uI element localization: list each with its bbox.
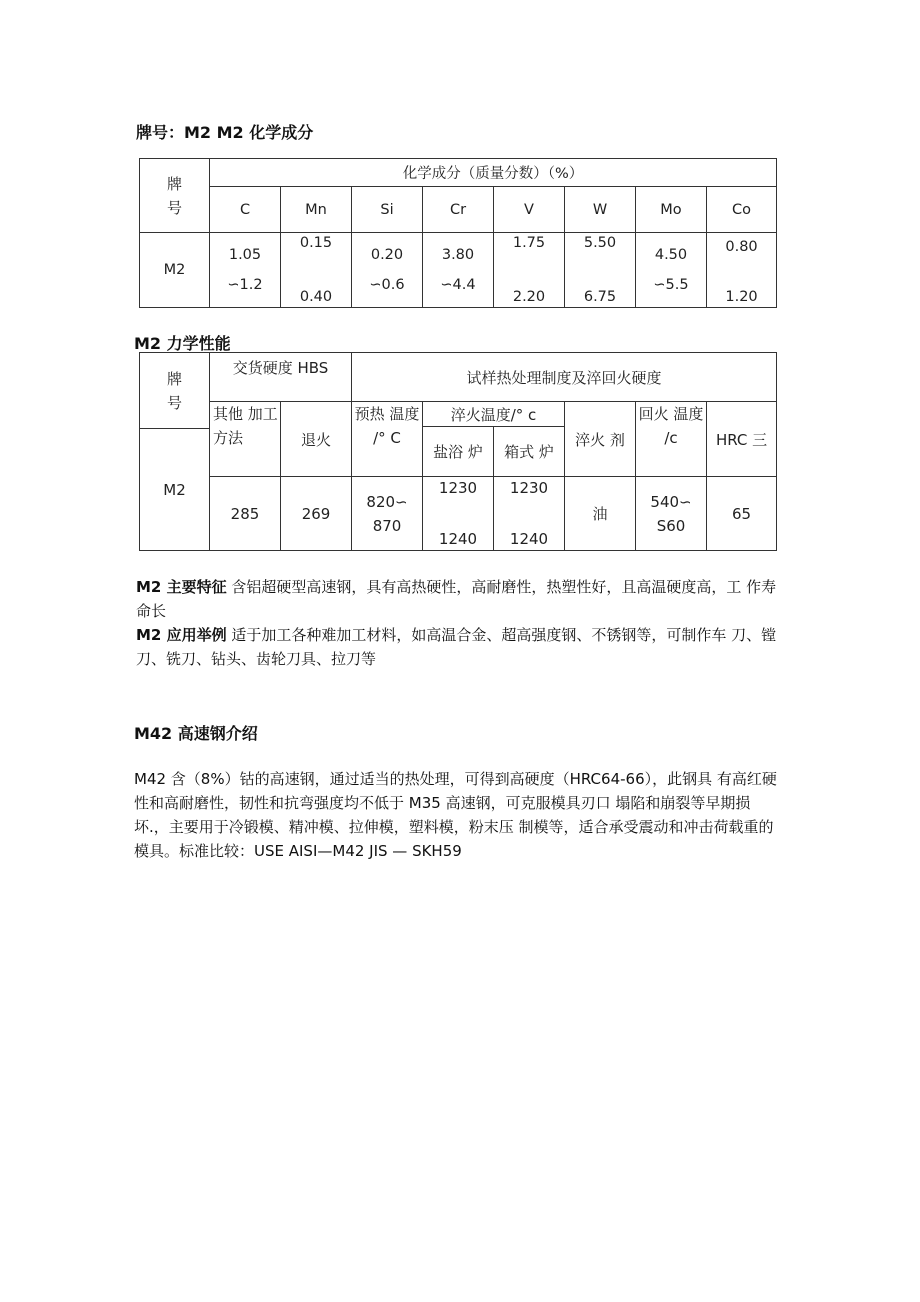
mech-sub-quench-agent: 淬火 剂 (565, 402, 636, 477)
chem-section-heading: 牌号：M2 M2 化学成分 (136, 123, 314, 142)
chem-value-si: 0.20 ∽0.6 (352, 233, 423, 308)
mech-brand-header: 牌号 (140, 353, 210, 429)
features-text: 含铝超硬型高速钢，具有高热硬性，高耐磨性，热塑性好，且高温硬度高，工 作寿命长 (136, 578, 777, 620)
m42-section-heading: M42 高速钢介绍 (134, 724, 258, 743)
chem-composition-table (139, 158, 777, 308)
chem-element-co: Co (707, 187, 777, 233)
mech-sub-box-furnace: 箱式 炉 (494, 427, 565, 477)
chem-element-si: Si (352, 187, 423, 233)
mech-value-anneal: 269 (281, 477, 352, 551)
mech-value-preheat: 820∽ 870 (352, 477, 423, 551)
mech-sub-preheat: 预热 温度 /° C (352, 402, 423, 477)
chem-brand-header: 牌号 (140, 159, 210, 233)
chem-row-label: M2 (140, 233, 210, 308)
chem-element-mn: Mn (281, 187, 352, 233)
mech-sub-hrc: HRC 三 (707, 402, 777, 477)
chem-composition-header: 化学成分（质量分数）（%） (210, 159, 777, 187)
chem-element-v: V (494, 187, 565, 233)
mech-value-temper: 540∽ S60 (636, 477, 707, 551)
mech-sub-salt-bath: 盐浴 炉 (423, 427, 494, 477)
chem-value-co: 0.80 1.20 (707, 233, 777, 308)
mech-sub-temper: 回火 温度 /c (636, 402, 707, 477)
mech-value-hrc: 65 (707, 477, 777, 551)
mech-section-heading: M2 力学性能 (134, 334, 231, 353)
chem-value-w: 5.50 6.75 (565, 233, 636, 308)
mech-value-box: 1230 1240 (494, 477, 565, 551)
mech-value-salt: 1230 1240 (423, 477, 494, 551)
applications-text: 适于加工各种难加工材料，如高温合金、超高强度钢、不锈钢等，可制作车 刀、镗刀、铣刀、钻头、齿轮刀具、拉刀等 (136, 626, 777, 668)
features-paragraph (136, 575, 784, 623)
chem-element-c: C (210, 187, 281, 233)
chem-value-mn: 0.15 0.40 (281, 233, 352, 308)
mech-value-other: 285 (210, 477, 281, 551)
mech-value-agent: 油 (565, 477, 636, 551)
applications-paragraph (136, 623, 784, 671)
chem-value-cr: 3.80 ∽4.4 (423, 233, 494, 308)
mech-row-label: M2 (140, 429, 210, 551)
m42-paragraph: M42 含（8%）钴的高速钢，通过适当的热处理，可得到高硬度（HRC64-66），此钢具 有高红硬性和高耐磨性，韧性和抗弯强度均不低于 M35 高速钢，可克服模具刃口 塌陷和崩裂等早期损坏.，主要用于冷锻模、精冲模、拉伸模，塑料模，粉末压 制模等，适合承受震动和冲击荷载重的模具。标准比较：USE AISI—M42 JIS — SKH59 (134, 770, 777, 860)
chem-element-mo: Mo (636, 187, 707, 233)
features-label: M2 主要特征 (136, 578, 227, 596)
mech-sub-anneal: 退火 (281, 402, 352, 477)
mech-sub-other-method: 其他 加工 方法 (210, 402, 281, 477)
mech-sub-quench-temp: 淬火温度/° c (423, 402, 565, 427)
applications-label: M2 应用举例 (136, 626, 227, 644)
chem-element-cr: Cr (423, 187, 494, 233)
mech-properties-table (139, 352, 777, 551)
chem-value-v: 1.75 2.20 (494, 233, 565, 308)
chem-element-w: W (565, 187, 636, 233)
chem-value-c: 1.05 ∽1.2 (210, 233, 281, 308)
mech-treatment-header: 试样热处理制度及淬回火硬度 (352, 353, 777, 402)
chem-value-mo: 4.50 ∽5.5 (636, 233, 707, 308)
mech-delivery-hardness-header: 交货硬度 HBS (210, 353, 352, 402)
